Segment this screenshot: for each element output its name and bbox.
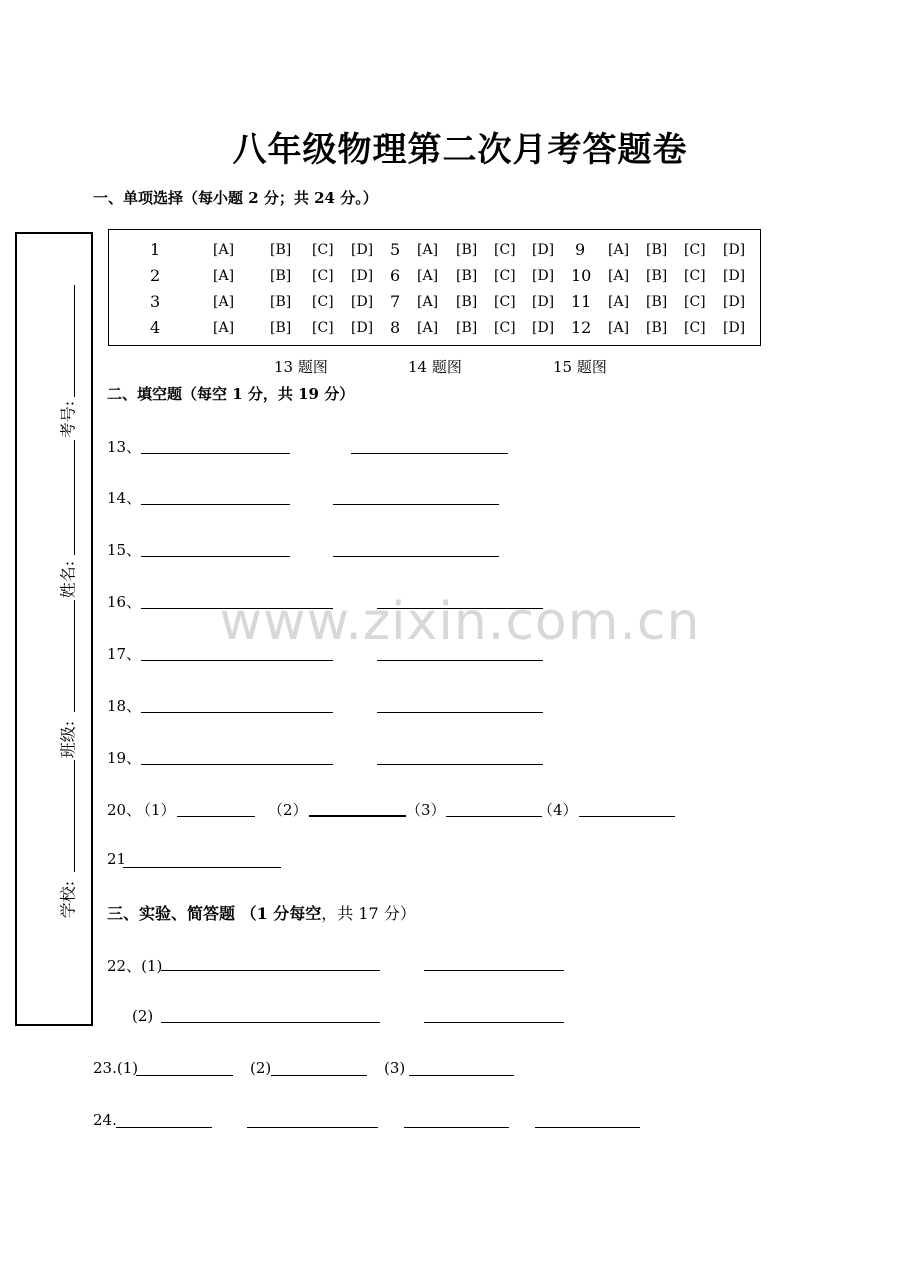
- answer-blank[interactable]: [404, 1127, 509, 1128]
- school-line[interactable]: [74, 760, 75, 872]
- answer-blank[interactable]: [333, 556, 499, 557]
- option-a[interactable]: [A]: [417, 268, 439, 284]
- question-number: 7: [390, 292, 401, 311]
- question-number: 3: [150, 292, 161, 311]
- answer-blank[interactable]: [141, 712, 333, 713]
- section-heading-bold: 三、实验、简答题 （1 分每空: [107, 904, 322, 923]
- question-number: 10: [571, 266, 592, 285]
- section-heading-multiple-choice: 一、单项选择（每小题 2 分；共 24 分。）: [93, 189, 378, 207]
- option-d[interactable]: [D]: [723, 242, 746, 258]
- option-d[interactable]: [D]: [532, 320, 555, 336]
- figure-caption: 15 题图: [553, 358, 607, 376]
- option-a[interactable]: [A]: [417, 294, 439, 310]
- option-d[interactable]: [D]: [351, 320, 374, 336]
- option-d[interactable]: [D]: [351, 294, 374, 310]
- option-d[interactable]: [D]: [532, 242, 555, 258]
- answer-blank[interactable]: [446, 816, 542, 817]
- question-label: 14、: [107, 489, 142, 507]
- figure-caption: 13 题图: [274, 358, 328, 376]
- answer-blank[interactable]: [116, 1127, 212, 1128]
- answer-blank[interactable]: [333, 504, 499, 505]
- question-label: 17、: [107, 645, 142, 663]
- answer-blank[interactable]: [161, 970, 380, 971]
- option-c[interactable]: [C]: [684, 242, 706, 258]
- answer-blank[interactable]: [377, 712, 543, 713]
- question-label: 13、: [107, 438, 142, 456]
- question-label: 24.: [93, 1111, 117, 1129]
- answer-blank[interactable]: [409, 1075, 514, 1076]
- option-b[interactable]: [B]: [456, 320, 478, 336]
- option-a[interactable]: [A]: [417, 242, 439, 258]
- figure-caption: 14 题图: [408, 358, 462, 376]
- option-b[interactable]: [B]: [646, 320, 668, 336]
- answer-blank[interactable]: [579, 816, 675, 817]
- answer-blank[interactable]: [136, 1075, 233, 1076]
- answer-blank[interactable]: [141, 556, 290, 557]
- exam-number-line[interactable]: [74, 285, 75, 397]
- option-d[interactable]: [D]: [723, 268, 746, 284]
- option-b[interactable]: [B]: [270, 294, 292, 310]
- question-label: 21: [107, 850, 127, 868]
- option-c[interactable]: [C]: [684, 320, 706, 336]
- question-label: 16、: [107, 593, 142, 611]
- question-label: 19、: [107, 749, 142, 767]
- option-c[interactable]: [C]: [684, 268, 706, 284]
- answer-blank[interactable]: [247, 1127, 378, 1128]
- question-label: 20、: [107, 801, 142, 819]
- sub-label: （1）: [136, 801, 176, 819]
- exam-number-label: 考号:: [58, 400, 78, 439]
- name-label: 姓名:: [58, 560, 78, 599]
- section-heading-experiment: [107, 901, 416, 924]
- option-b[interactable]: [B]: [270, 320, 292, 336]
- sub-label: （2）: [268, 801, 308, 819]
- question-number: 6: [390, 266, 401, 285]
- question-label: 22、(1): [107, 957, 163, 975]
- option-d[interactable]: [D]: [723, 320, 746, 336]
- school-label: 学校:: [58, 880, 78, 919]
- answer-blank[interactable]: [424, 1022, 564, 1023]
- option-d[interactable]: [D]: [351, 242, 374, 258]
- option-d[interactable]: [D]: [723, 294, 746, 310]
- option-c[interactable]: [C]: [684, 294, 706, 310]
- option-b[interactable]: [B]: [646, 242, 668, 258]
- option-b[interactable]: [B]: [456, 242, 478, 258]
- option-b[interactable]: [B]: [456, 268, 478, 284]
- answer-blank[interactable]: [377, 764, 543, 765]
- question-number: 12: [571, 318, 592, 337]
- option-c[interactable]: [C]: [494, 320, 516, 336]
- question-number: 9: [575, 240, 586, 259]
- option-b[interactable]: [B]: [270, 242, 292, 258]
- question-label: 15、: [107, 541, 142, 559]
- answer-blank[interactable]: [377, 660, 543, 661]
- answer-blank[interactable]: [271, 1075, 367, 1076]
- option-c[interactable]: [C]: [312, 242, 334, 258]
- class-label: 班级:: [58, 720, 78, 759]
- question-number: 2: [150, 266, 161, 285]
- option-a[interactable]: [A]: [608, 268, 630, 284]
- answer-blank[interactable]: [424, 970, 564, 971]
- watermark: www.zixin.com.cn: [219, 592, 701, 652]
- option-a[interactable]: [A]: [608, 242, 630, 258]
- option-b[interactable]: [B]: [456, 294, 478, 310]
- question-number: 4: [150, 318, 161, 337]
- option-a[interactable]: [A]: [213, 268, 235, 284]
- option-c[interactable]: [C]: [494, 242, 516, 258]
- section-heading-rest: ，共 17 分）: [321, 904, 416, 923]
- question-number: 11: [571, 292, 592, 311]
- answer-blank[interactable]: [161, 1022, 380, 1023]
- question-number: 8: [390, 318, 401, 337]
- option-c[interactable]: [C]: [312, 294, 334, 310]
- question-number: 5: [390, 240, 401, 259]
- option-a[interactable]: [A]: [417, 320, 439, 336]
- option-c[interactable]: [C]: [312, 320, 334, 336]
- answer-blank[interactable]: [177, 816, 255, 817]
- option-a[interactable]: [A]: [213, 320, 235, 336]
- answer-blank[interactable]: [141, 453, 290, 454]
- page-title: 八年级物理第二次月考答题卷: [232, 130, 688, 170]
- option-c[interactable]: [C]: [312, 268, 334, 284]
- option-a[interactable]: [A]: [608, 320, 630, 336]
- answer-blank[interactable]: [141, 504, 290, 505]
- option-a[interactable]: [A]: [213, 294, 235, 310]
- option-b[interactable]: [B]: [646, 268, 668, 284]
- question-label: 18、: [107, 697, 142, 715]
- sub-label: （3）: [406, 801, 446, 819]
- option-b[interactable]: [B]: [270, 268, 292, 284]
- answer-blank[interactable]: [141, 660, 333, 661]
- option-d[interactable]: [D]: [532, 268, 555, 284]
- question-number: 1: [150, 240, 161, 259]
- sub-label: (3): [384, 1059, 406, 1077]
- option-a[interactable]: [A]: [608, 294, 630, 310]
- question-label: 23.(1): [93, 1059, 139, 1077]
- option-b[interactable]: [B]: [646, 294, 668, 310]
- answer-blank[interactable]: [141, 764, 333, 765]
- sub-label: （4）: [538, 801, 578, 819]
- sub-label: (2): [250, 1059, 272, 1077]
- option-d[interactable]: [D]: [351, 268, 374, 284]
- answer-blank[interactable]: [535, 1127, 640, 1128]
- option-c[interactable]: [C]: [494, 294, 516, 310]
- name-line[interactable]: [74, 440, 75, 555]
- answer-blank[interactable]: [351, 453, 508, 454]
- option-a[interactable]: [A]: [213, 242, 235, 258]
- sub-label: (2): [132, 1007, 154, 1025]
- option-c[interactable]: [C]: [494, 268, 516, 284]
- answer-blank[interactable]: [123, 867, 281, 868]
- section-heading-fill-in: 二、填空题（每空 1 分，共 19 分）: [107, 385, 355, 403]
- option-d[interactable]: [D]: [532, 294, 555, 310]
- answer-blank[interactable]: [309, 815, 406, 817]
